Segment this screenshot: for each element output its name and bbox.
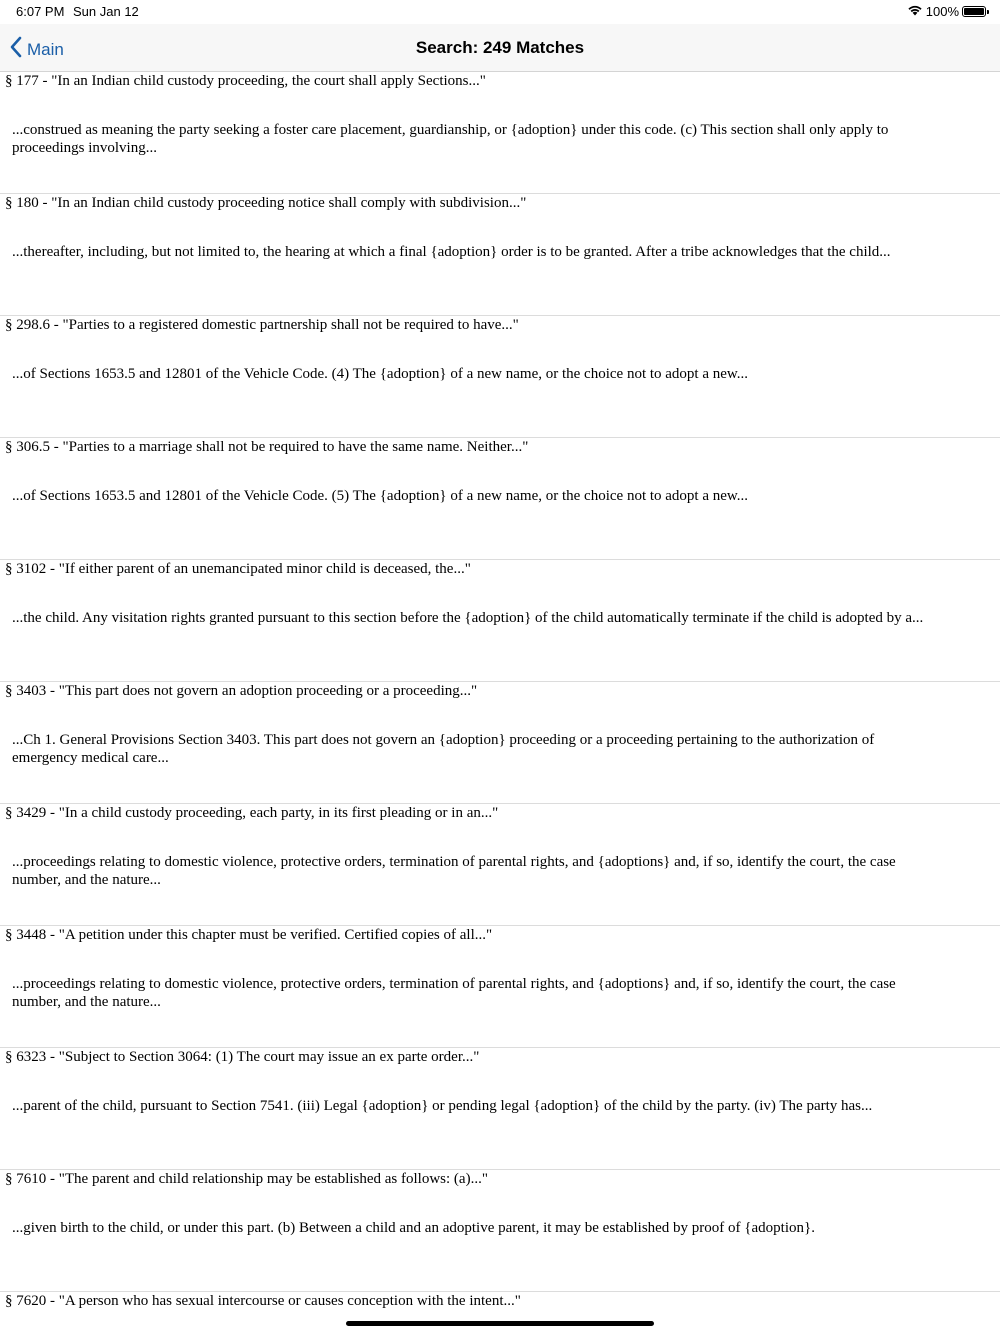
result-row[interactable]: [0, 804, 1000, 926]
result-row[interactable]: [0, 194, 1000, 316]
result-heading: § 180 - "In an Indian child custody proceeding notice shall comply with subdivision...": [5, 195, 527, 211]
result-heading: § 306.5 - "Parties to a marriage shall not be required to have the same name. Neither...": [5, 439, 529, 455]
battery-icon: [962, 6, 986, 17]
result-heading: § 7620 - "A person who has sexual intercourse or causes conception with the intent...": [5, 1293, 521, 1309]
result-snippet: ...proceedings relating to domestic violence, protective orders, termination of parental rights, and {adoptions} and, if so, identify the court, the case number, and the nature...: [12, 854, 896, 888]
page-title: Search: 249 Matches: [415, 38, 585, 57]
result-row[interactable]: [0, 926, 1000, 1048]
result-row[interactable]: [0, 1170, 1000, 1292]
result-heading: § 3429 - "In a child custody proceeding, each party, in its first pleading or in an...": [5, 805, 499, 821]
result-snippet: ...given birth to the child, or under this part. (b) Between a child and an adoptive parent, it may be established by proof of {adoption}.: [12, 1220, 815, 1236]
result-snippet: ...of Sections 1653.5 and 12801 of the Vehicle Code. (5) The {adoption} of a new name, or the choice not to adopt a new...: [12, 488, 749, 504]
result-heading: § 3102 - "If either parent of an unemancipated minor child is deceased, the...": [5, 561, 471, 577]
result-heading: § 3403 - "This part does not govern an adoption proceeding or a proceeding...": [5, 683, 478, 699]
status-indicators: [907, 4, 986, 19]
result-snippet: ...proceedings relating to domestic violence, protective orders, termination of parental rights, and {adoptions} and, if so, identify the court, the case number, and the nature...: [12, 976, 896, 1010]
result-heading: § 3448 - "A petition under this chapter must be verified. Certified copies of all...": [5, 927, 493, 943]
battery-percent: 100%: [925, 4, 959, 19]
back-label: Main: [27, 39, 64, 59]
result-heading: § 177 - "In an Indian child custody proceeding, the court shall apply Sections...": [5, 73, 486, 89]
result-snippet: ...thereafter, including, but not limited to, the hearing at which a final {adoption} order is to be granted. After a tribe acknowledges that the child...: [12, 244, 891, 260]
result-snippet: ...of Sections 1653.5 and 12801 of the Vehicle Code. (4) The {adoption} of a new name, or the choice not to adopt a new...: [12, 366, 749, 382]
result-row[interactable]: [0, 560, 1000, 682]
result-row[interactable]: [0, 438, 1000, 560]
result-snippet: ...the child. Any visitation rights granted pursuant to this section before the {adoption} of the child automatically terminate if the child is adopted by a...: [12, 610, 924, 626]
result-heading: § 298.6 - "Parties to a registered domestic partnership shall not be required to have...": [5, 317, 519, 333]
navigation-bar: [0, 24, 1000, 72]
status-time: 6:07 PM: [16, 4, 65, 19]
result-snippet: ...Ch 1. General Provisions Section 3403. This part does not govern an {adoption} proceeding or a proceeding pertaining to the authorization of emergency medical care...: [12, 732, 875, 766]
result-row[interactable]: [0, 316, 1000, 438]
wifi-icon: [907, 4, 923, 19]
result-row[interactable]: [0, 72, 1000, 194]
result-snippet: ...construed as meaning the party seeking a foster care placement, guardianship, or {adoption} under this code. (c) This section shall only apply to proceedings involving...: [12, 122, 889, 156]
home-indicator[interactable]: [346, 1321, 654, 1326]
status-date: Sun Jan 12: [73, 4, 139, 19]
search-results-list: [0, 72, 1000, 1334]
result-row[interactable]: [0, 1048, 1000, 1170]
result-row[interactable]: [0, 682, 1000, 804]
result-row[interactable]: [0, 1292, 1000, 1334]
result-heading: § 7610 - "The parent and child relationship may be established as follows: (a)...": [5, 1171, 488, 1187]
result-snippet: ...parent of the child, pursuant to Section 7541. (iii) Legal {adoption} or pending legal {adoption} of the child by the party. (iv) The party has...: [12, 1098, 873, 1114]
status-bar: [0, 0, 1000, 24]
result-heading: § 6323 - "Subject to Section 3064: (1) The court may issue an ex parte order...": [5, 1049, 480, 1065]
